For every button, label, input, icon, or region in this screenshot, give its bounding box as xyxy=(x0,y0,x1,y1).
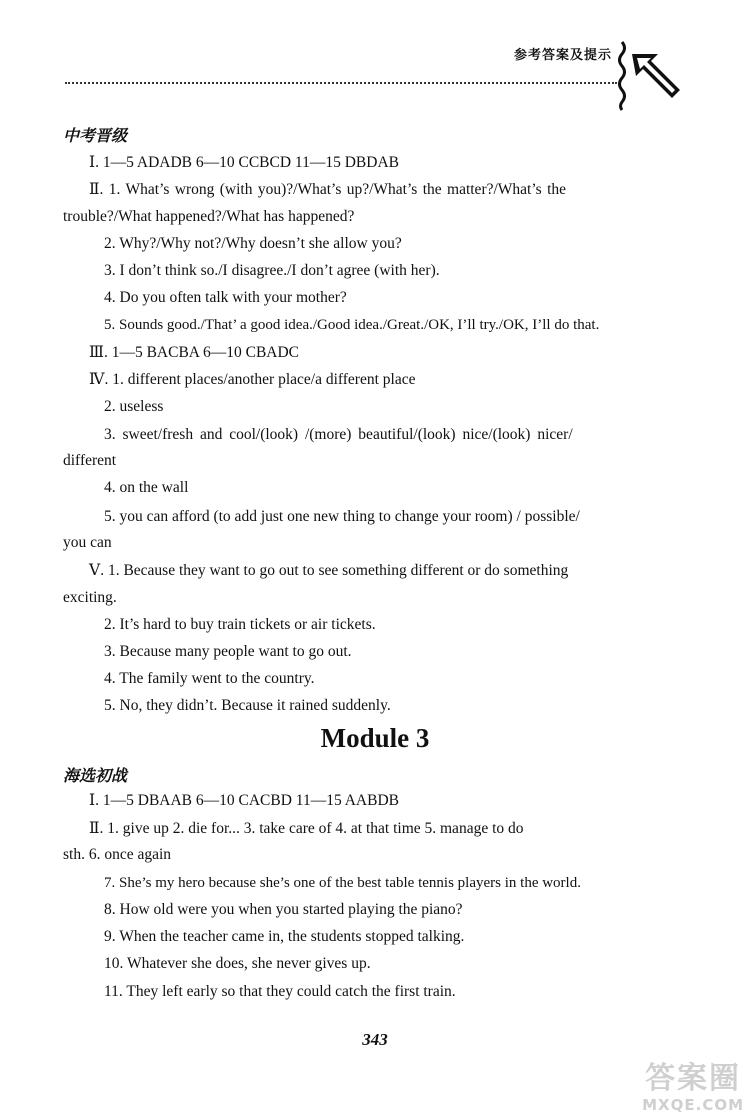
answer-line: 9. When the teacher came in, the students stopped talking. xyxy=(104,928,465,945)
answer-line: 2. It’s hard to buy train tickets or air tickets. xyxy=(104,616,376,633)
answer-line: 10. Whatever she does, she never gives up. xyxy=(104,955,371,972)
answer-line: Ⅰ. 1—5 DBAAB 6—10 CACBD 11—15 AABDB xyxy=(89,792,399,809)
answer-line: 11. They left early so that they could catch the first train. xyxy=(104,983,456,1000)
section-heading: 中考晋级 xyxy=(63,126,128,145)
answer-line: 3. I don’t think so./I disagree./I don’t agree (with her). xyxy=(104,262,440,279)
watermark-main: 答案圈 xyxy=(645,1061,742,1096)
answer-line: 4. on the wall xyxy=(104,479,189,496)
answer-line: Ⅰ. 1—5 ADADB 6—10 CCBCD 11—15 DBDAB xyxy=(89,154,399,171)
answer-line: Ⅱ. 1. What’s wrong (with you)?/What’s up?/What’s the matter?/What’s the xyxy=(89,181,567,198)
answer-line: 8. How old were you when you started playing the piano? xyxy=(104,901,463,918)
answer-line: Ⅲ. 1—5 BACBA 6—10 CBADC xyxy=(89,344,300,361)
answer-line: 4. Do you often talk with your mother? xyxy=(104,289,347,306)
watermark xyxy=(642,1062,744,1114)
header-dotted-rule xyxy=(65,82,617,84)
answer-line: 2. useless xyxy=(104,398,164,415)
answer-line: you can xyxy=(63,534,112,551)
answer-line: sth. 6. once again xyxy=(63,846,172,863)
answer-line: 4. The family went to the country. xyxy=(104,670,315,687)
section-heading: 海选初战 xyxy=(63,766,128,785)
answer-line: 3. Because many people want to go out. xyxy=(104,643,352,660)
module-title: Module 3 xyxy=(320,723,430,753)
answer-line: Ⅱ. 1. give up 2. die for... 3. take care of 4. at that time 5. manage to do xyxy=(89,820,524,837)
watermark-sub: MXQE.COM xyxy=(642,1096,744,1114)
corner-arrow-icon xyxy=(618,40,690,112)
answer-line: 5. you can afford (to add just one new thing to change your room) / possible/ xyxy=(104,508,580,525)
answer-line: Ⅴ. 1. Because they want to go out to see something different or do something xyxy=(89,562,569,579)
page-number: 343 xyxy=(362,1030,388,1049)
answer-line: exciting. xyxy=(63,589,117,606)
answer-line: Ⅳ. 1. different places/another place/a different place xyxy=(89,371,416,388)
answer-line: trouble?/What happened?/What has happened? xyxy=(63,208,355,225)
answer-line: different xyxy=(63,452,117,469)
answer-line: 5. Sounds good./That’ a good idea./Good idea./Great./OK, I’ll try./OK, I’ll do that. xyxy=(104,317,600,333)
answer-line: 3. sweet/fresh and cool/(look) /(more) beautiful/(look) nice/(look) nicer/ xyxy=(104,426,573,443)
answer-line: 7. She’s my hero because she’s one of the best table tennis players in the world. xyxy=(104,875,581,891)
header-title: 参考答案及提示 xyxy=(513,48,612,63)
answer-line: 2. Why?/Why not?/Why doesn’t she allow you? xyxy=(104,235,402,252)
answer-line: 5. No, they didn’t. Because it rained suddenly. xyxy=(104,697,391,714)
